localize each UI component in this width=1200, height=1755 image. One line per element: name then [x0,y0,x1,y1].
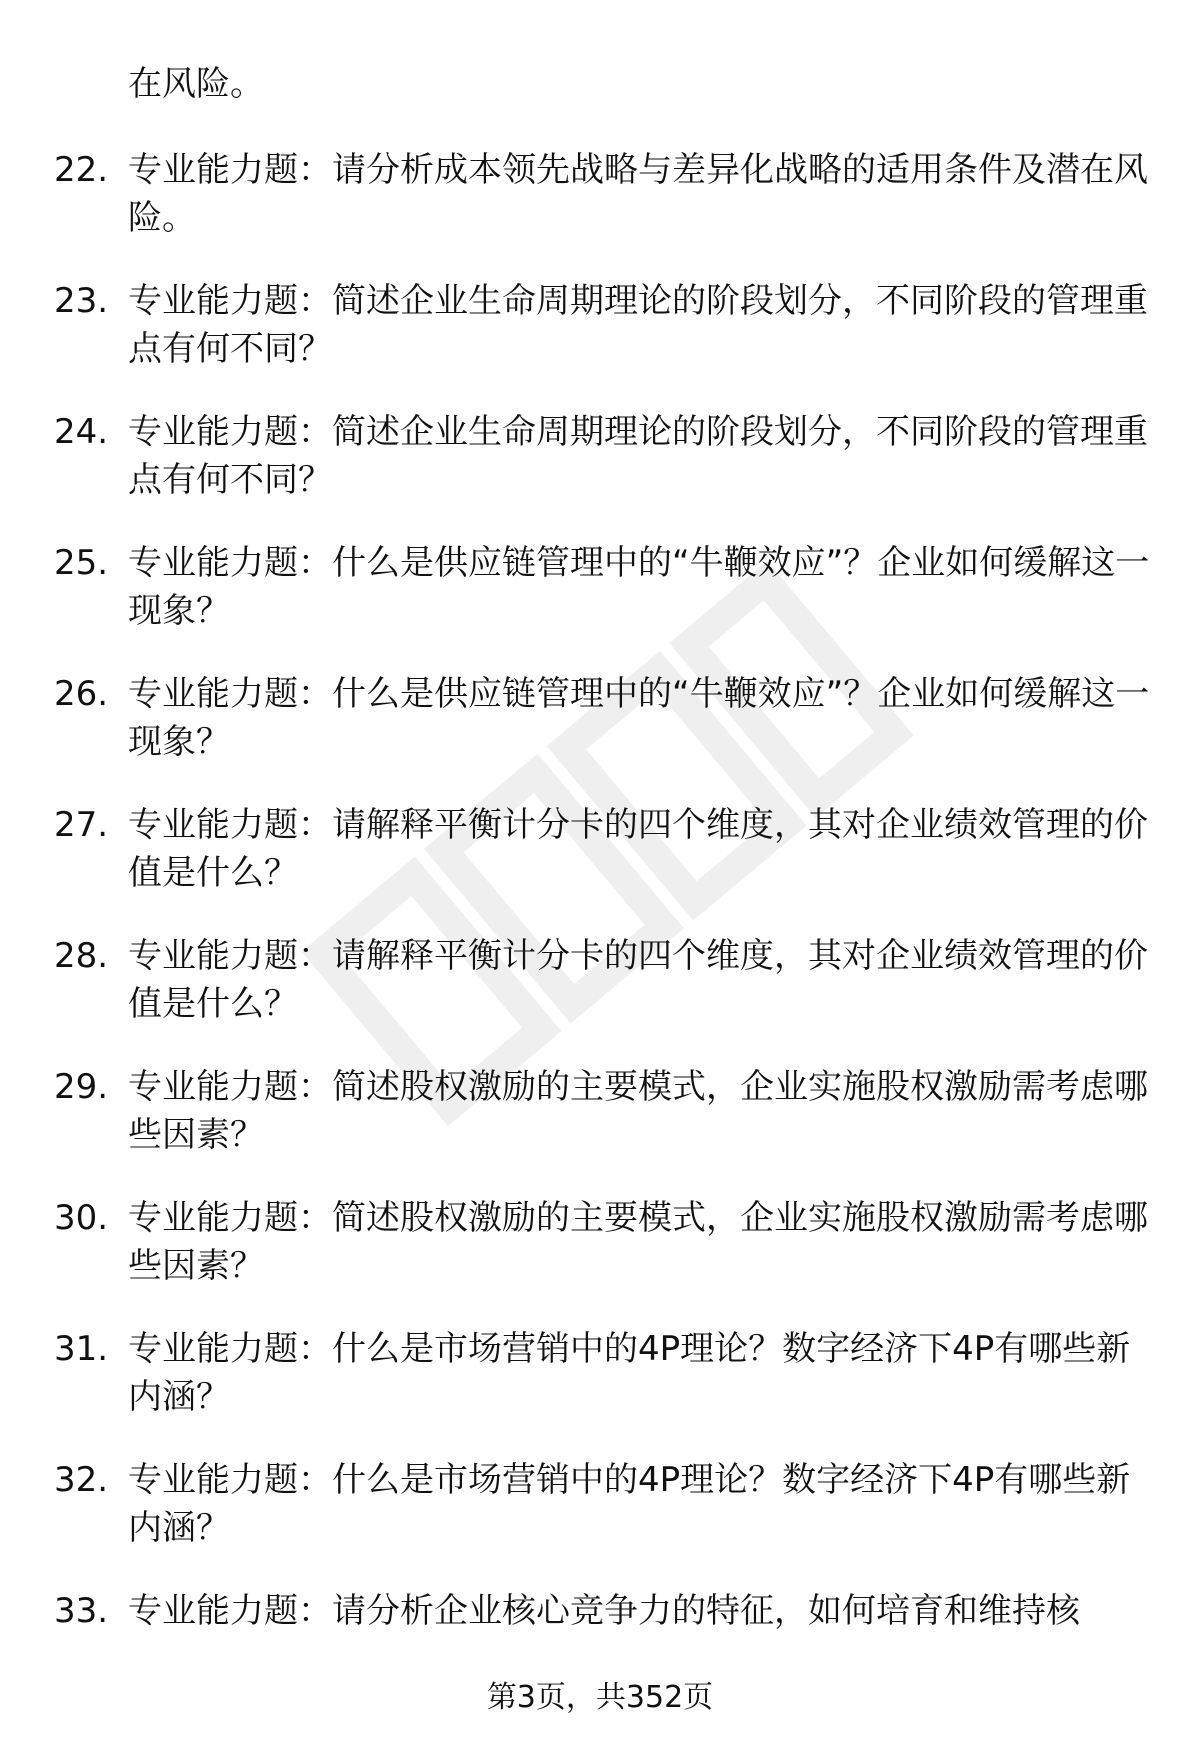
question-item [0,277,1200,408]
question-text: 专业能力题：什么是市场营销中的4P理论？数字经济下4P有哪些新内涵？ [128,1329,1131,1417]
question-text: 专业能力题：简述企业生命周期理论的阶段划分，不同阶段的管理重点有何不同？ [128,412,1148,500]
question-item [0,146,1200,277]
question-number: 31. [54,1329,109,1369]
question-item [0,408,1200,539]
question-number: 33. [54,1591,109,1631]
question-text: 专业能力题：请分析企业核心竞争力的特征，如何培育和维持核 [128,1591,1080,1631]
question-number: 25. [54,543,109,583]
question-text: 专业能力题：什么是供应链管理中的“牛鞭效应”？企业如何缓解这一现象？ [128,674,1150,762]
question-number: 27. [54,805,109,845]
question-text: 专业能力题：简述企业生命周期理论的阶段划分，不同阶段的管理重点有何不同？ [128,281,1148,369]
question-number: 30. [54,1198,109,1238]
question-item [0,1063,1200,1194]
question-list [0,146,1200,1718]
question-item [0,932,1200,1063]
question-item [0,1325,1200,1456]
continuation-text: 在风险。 [128,64,264,104]
question-item [0,1194,1200,1325]
page-indicator: 第3页，共352页 [486,1680,714,1715]
question-item [0,670,1200,801]
question-text: 专业能力题：请分析成本领先战略与差异化战略的适用条件及潜在风险。 [128,150,1148,238]
question-number: 23. [54,281,109,321]
question-text: 专业能力题：请解释平衡计分卡的四个维度，其对企业绩效管理的价值是什么？ [128,936,1148,1024]
question-text: 专业能力题：简述股权激励的主要模式，企业实施股权激励需考虑哪些因素？ [128,1067,1148,1155]
question-item [0,801,1200,932]
question-number: 22. [54,150,109,190]
question-number: 26. [54,674,109,714]
question-text: 专业能力题：请解释平衡计分卡的四个维度，其对企业绩效管理的价值是什么？ [128,805,1148,893]
question-number: 24. [54,412,109,452]
question-number: 32. [54,1460,109,1500]
question-text: 专业能力题：什么是市场营销中的4P理论？数字经济下4P有哪些新内涵？ [128,1460,1131,1548]
question-number: 29. [54,1067,109,1107]
question-text: 专业能力题：什么是供应链管理中的“牛鞭效应”？企业如何缓解这一现象？ [128,543,1150,631]
question-item [0,539,1200,670]
question-item [0,1456,1200,1587]
question-number: 28. [54,936,109,976]
question-text: 专业能力题：简述股权激励的主要模式，企业实施股权激励需考虑哪些因素？ [128,1198,1148,1286]
